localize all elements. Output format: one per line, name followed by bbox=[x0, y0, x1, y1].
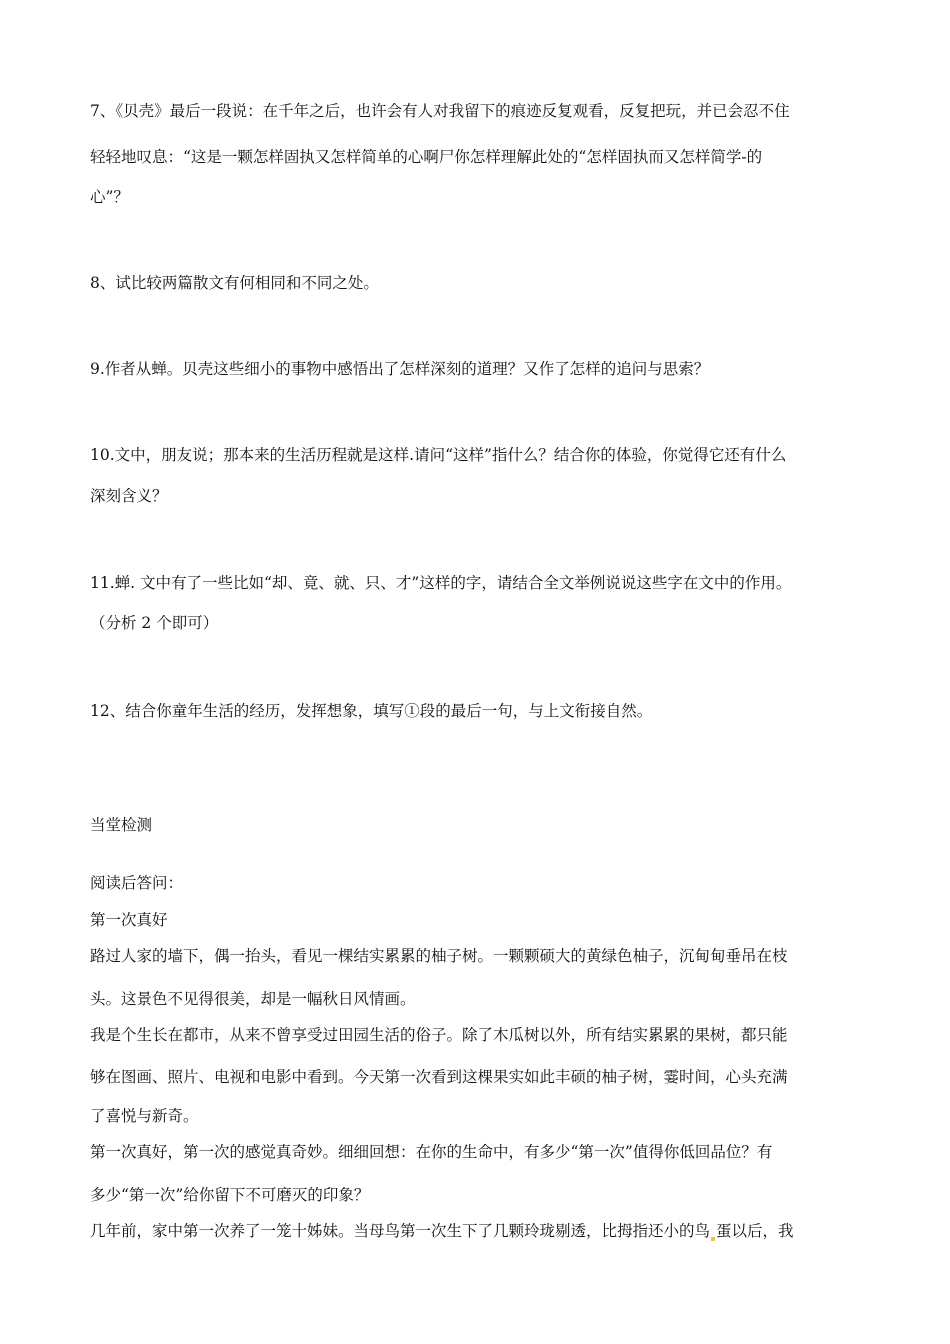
article-title: 第一次真好 bbox=[90, 911, 168, 929]
highlight-mark bbox=[711, 1237, 715, 1241]
article-p4-text-b: 蛋以后，我 bbox=[716, 1222, 794, 1240]
question-7-line-2: 轻轻地叹息：“这是一颗怎样固执又怎样简单的心啊尸你怎样理解此处的“怎样固执而又怎样简学-的 bbox=[90, 148, 763, 166]
article-p1-line-2: 头。这景色不见得很美，却是一幅秋日风情画。 bbox=[90, 990, 416, 1008]
question-7-line-3: 心”？ bbox=[90, 188, 129, 206]
article-p4-line-1 bbox=[90, 1220, 870, 1242]
article-p2-line-3: 了喜悦与新奇。 bbox=[90, 1107, 199, 1125]
article-p4-text-a: 几年前，家中第一次养了一笼十姊妹。当母鸟第一次生下了几颗玲珑剔透，比拇指还小的鸟 bbox=[90, 1222, 711, 1240]
question-11-line-1: 11.蝉. 文中有了一些比如“却、竟、就、只、才”这样的字，请结合全文举例说说这些字在文中的作用。 bbox=[90, 574, 792, 592]
question-10-line-2: 深刻含义？ bbox=[90, 487, 168, 505]
question-11-line-2: （分析 2 个即可） bbox=[90, 614, 219, 632]
question-8: 8、试比较两篇散文有何相同和不同之处。 bbox=[90, 274, 379, 292]
article-p2-line-1: 我是个生长在都市，从来不曾享受过田园生活的俗子。除了木瓜树以外，所有结实累累的果树，都只能 bbox=[90, 1026, 788, 1044]
question-7-line-1: 7、《贝壳》最后一段说：在千年之后，也许会有人对我留下的痕迹反复观看，反复把玩，并已会忍不住 bbox=[90, 102, 790, 120]
article-p3-line-2: 多少“第一次”给你留下不可磨灭的印象？ bbox=[90, 1186, 370, 1204]
article-p1-line-1: 路过人家的墙下，偶一抬头，看见一棵结实累累的柚子树。一颗颗硕大的黄绿色柚子，沉甸甸垂吊在枝 bbox=[90, 947, 788, 965]
question-10-line-1: 10.文中，朋友说；那本来的生活历程就是这样.请问“这样”指什么？结合你的体验，你觉得它还有什么 bbox=[90, 446, 787, 464]
reading-instruction: 阅读后答问： bbox=[90, 874, 184, 892]
question-9: 9.作者从蝉。贝壳这些细小的事物中感悟出了怎样深刻的道理？又作了怎样的追问与思索？ bbox=[90, 360, 710, 378]
article-p2-line-2: 够在图画、照片、电视和电影中看到。今天第一次看到这棵果实如此丰硕的柚子树，霎时间，心头充满 bbox=[90, 1068, 788, 1086]
section-heading: 当堂检测 bbox=[90, 816, 153, 834]
question-12: 12、结合你童年生活的经历，发挥想象，填写①段的最后一句，与上文衔接自然。 bbox=[90, 702, 653, 720]
article-p3-line-1: 第一次真好，第一次的感觉真奇妙。细细回想：在你的生命中，有多少“第一次”值得你低回品位？有 bbox=[90, 1143, 773, 1161]
